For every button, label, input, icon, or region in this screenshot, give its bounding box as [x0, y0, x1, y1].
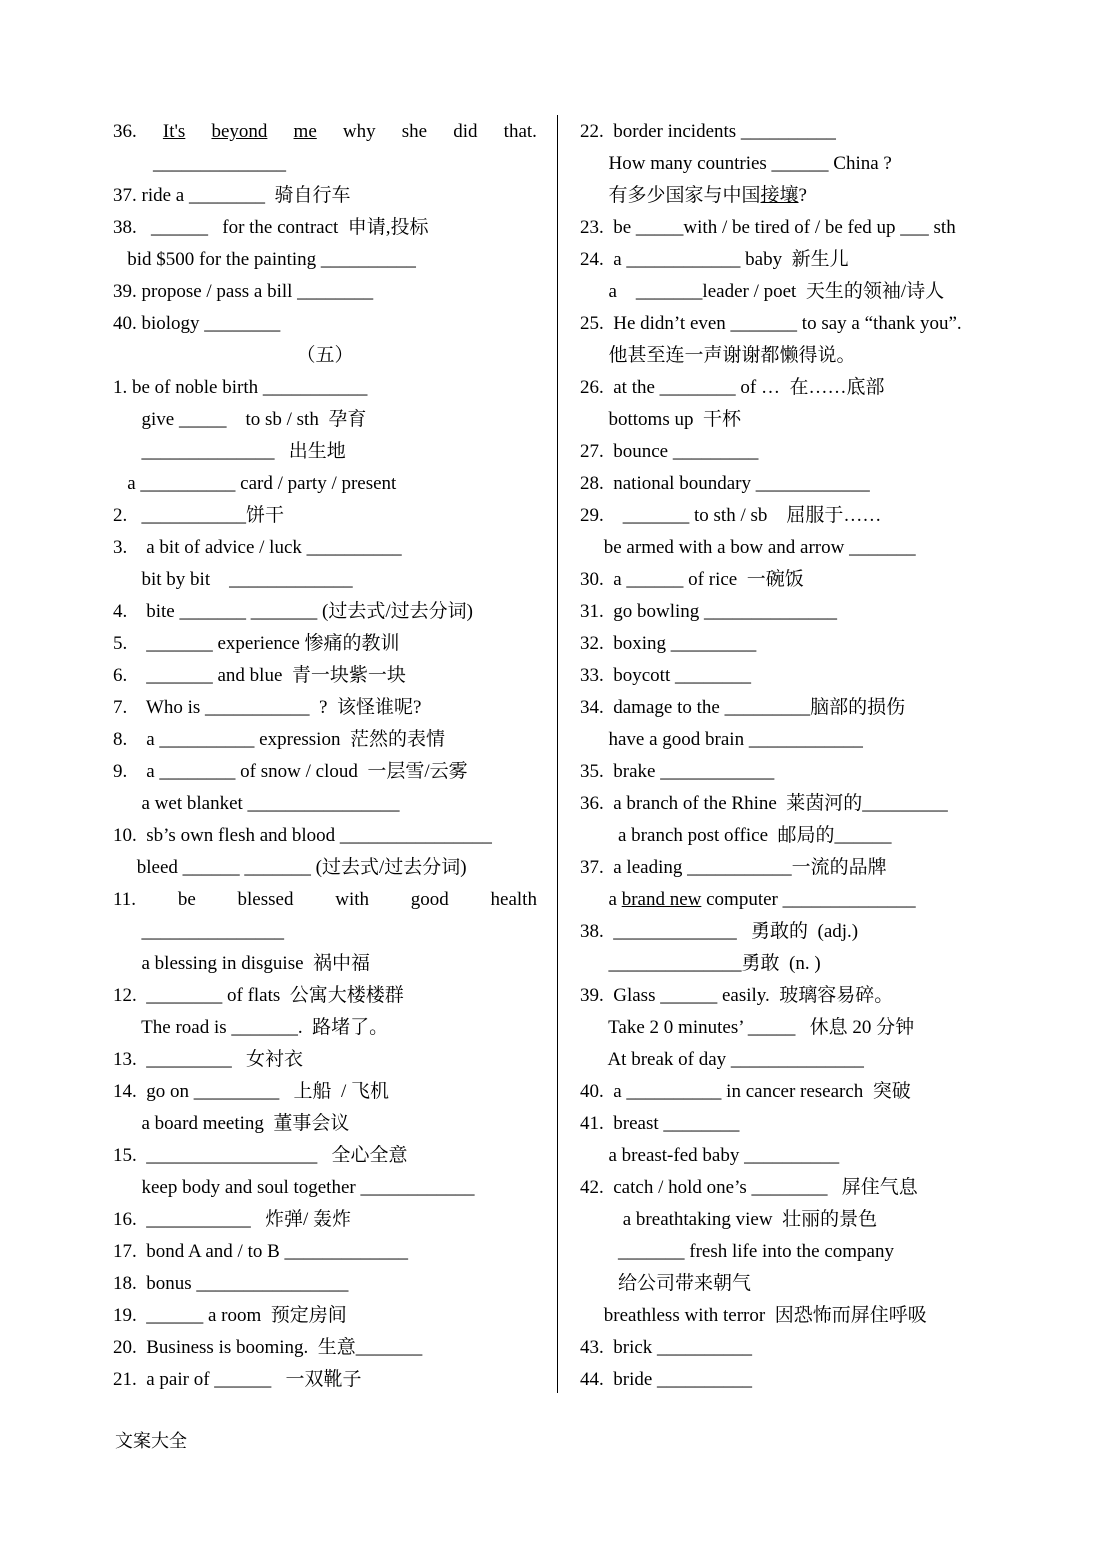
exercise-line: 34. damage to the _________脑部的损伤 [580, 697, 906, 718]
exercise-line: bottoms up 干杯 [580, 409, 741, 430]
item-number: 36. [113, 121, 137, 142]
exercise-line: 30. a ______ of rice 一碗饭 [580, 569, 804, 590]
exercise-line: 2. ___________饼干 [113, 505, 285, 526]
exercise-line: keep body and soul together ____________ [113, 1177, 475, 1198]
exercise-line: 22. border incidents __________ [580, 121, 836, 142]
exercise-line: 36. a branch of the Rhine 莱茵河的_________ [580, 793, 948, 814]
exercise-line: bit by bit _____________ [113, 569, 353, 590]
exercise-line: 37. a leading ___________一流的品牌 [580, 857, 887, 878]
exercise-line: 27. bounce _________ [580, 441, 759, 462]
exercise-line: 23. be _____with / be tired of / be fed up ___ sth [580, 217, 956, 238]
exercise-line: 给公司带来朝气 [580, 1273, 752, 1294]
exercise-line: 24. a ____________ baby 新生儿 [580, 249, 849, 270]
underlined-word: me [293, 121, 317, 142]
exercise-line: 14. go on _________ 上船 / 飞机 [113, 1081, 390, 1102]
exercise-line: breathless with terror 因恐怖而屏住呼吸 [580, 1305, 927, 1326]
exercise-line: How many countries ______ China ? [580, 153, 892, 174]
exercise-line [580, 180, 1010, 212]
text-segment: a [580, 889, 622, 910]
word: blessed [237, 889, 294, 910]
exercise-line: 7. Who is ___________ ? 该怪谁呢? [113, 697, 422, 718]
exercise-line: 35. brake ____________ [580, 761, 775, 782]
exercise-line: 29. _______ to sth / sb 屈服于…… [580, 505, 882, 526]
word: be [177, 889, 196, 910]
left-column [113, 116, 537, 1396]
exercise-line: give _____ to sb / sth 孕育 [113, 409, 367, 430]
column-divider [557, 115, 558, 1393]
exercise-line: _______ fresh life into the company [580, 1241, 894, 1262]
underlined-word: It's [162, 121, 186, 142]
exercise-line: 12. ________ of flats 公寓大楼楼群 [113, 985, 404, 1006]
text-segment: computer ______________ [701, 889, 916, 910]
exercise-line: a board meeting 董事会议 [113, 1113, 350, 1134]
exercise-line: 39. Glass ______ easily. 玻璃容易碎。 [580, 985, 894, 1006]
exercise-line: 40. a __________ in cancer research 突破 [580, 1081, 911, 1102]
word: good [410, 889, 449, 910]
exercise-line: 44. bride __________ [580, 1369, 753, 1390]
word: why [342, 121, 376, 142]
exercise-line: 21. a pair of ______ 一双靴子 [113, 1369, 362, 1390]
exercise-line: 3. a bit of advice / luck __________ [113, 537, 402, 558]
exercise-line: 39. propose / pass a bill ________ [113, 281, 374, 302]
exercise-line [580, 884, 1010, 916]
exercise-line: 13. _________ 女衬衣 [113, 1049, 304, 1070]
exercise-line: a branch post office 邮局的______ [580, 825, 892, 846]
exercise-line-11 [113, 884, 537, 916]
exercise-line: 1. be of noble birth ___________ [113, 377, 368, 398]
exercise-line: At break of day ______________ [580, 1049, 864, 1070]
exercise-line: Take 2 0 minutes’ _____ 休息 20 分钟 [580, 1017, 915, 1038]
answer-blank: _______________ [113, 921, 284, 942]
exercise-line: 37. ride a ________ 骑自行车 [113, 185, 351, 206]
item-number: 11. [113, 889, 137, 910]
exercise-line: 18. bonus ________________ [113, 1273, 349, 1294]
exercise-line: 9. a ________ of snow / cloud 一层雪/云雾 [113, 761, 468, 782]
exercise-line: a wet blanket ________________ [113, 793, 400, 814]
exercise-line: 38. ______ for the contract 申请,投标 [113, 217, 429, 238]
section-heading: （五） [296, 345, 354, 366]
exercise-line: 33. boycott ________ [580, 665, 751, 686]
answer-blank: ______________ [153, 153, 286, 174]
word: health [490, 889, 537, 910]
exercise-line: a breathtaking view 壮丽的景色 [580, 1209, 878, 1230]
word: she [401, 121, 428, 142]
exercise-line-36 [113, 116, 537, 148]
exercise-line: 5. _______ experience 惨痛的教训 [113, 633, 400, 654]
right-column [580, 116, 1010, 1396]
exercise-line: have a good brain ____________ [580, 729, 863, 750]
exercise-line: 28. national boundary ____________ [580, 473, 870, 494]
underlined-word: beyond [211, 121, 268, 142]
exercise-line: 42. catch / hold one’s ________ 屏住气息 [580, 1177, 918, 1198]
text-segment: ? [798, 185, 807, 206]
exercise-line: be armed with a bow and arrow _______ [580, 537, 916, 558]
exercise-line: bleed ______ _______ (过去式/过去分词) [113, 857, 467, 878]
exercise-line: 10. sb’s own flesh and blood ________________ [113, 825, 492, 846]
exercise-line: 6. _______ and blue 青一块紫一块 [113, 665, 406, 686]
exercise-line: 16. ___________ 炸弹/ 轰炸 [113, 1209, 352, 1230]
exercise-line: 32. boxing _________ [580, 633, 757, 654]
exercise-line: ______________ 出生地 [113, 441, 346, 462]
exercise-line: 31. go bowling ______________ [580, 601, 838, 622]
exercise-line: 25. He didn’t even _______ to say a “thank you”. [580, 313, 962, 334]
underlined-word: 接壤 [760, 185, 799, 206]
exercise-line: 4. bite _______ _______ (过去式/过去分词) [113, 601, 473, 622]
exercise-line: 19. ______ a room 预定房间 [113, 1305, 347, 1326]
exercise-line: 43. brick __________ [580, 1337, 753, 1358]
word: did [453, 121, 478, 142]
exercise-line: 38. _____________ 勇敢的 (adj.) [580, 921, 859, 942]
exercise-line: 8. a __________ expression 茫然的表情 [113, 729, 445, 750]
underlined-word: brand new [621, 889, 702, 910]
word: that. [503, 121, 537, 142]
exercise-line: The road is _______. 路堵了。 [113, 1017, 389, 1038]
exercise-line: 41. breast ________ [580, 1113, 740, 1134]
exercise-line: bid $500 for the painting __________ [113, 249, 416, 270]
exercise-line: 他甚至连一声谢谢都懒得说。 [580, 345, 856, 366]
exercise-line: a breast-fed baby __________ [580, 1145, 840, 1166]
exercise-line: a blessing in disguise 祸中福 [113, 953, 371, 974]
exercise-line: a _______leader / poet 天生的领袖/诗人 [580, 281, 945, 302]
exercise-line: 15. __________________ 全心全意 [113, 1145, 408, 1166]
exercise-line: 40. biology ________ [113, 313, 281, 334]
exercise-line: 20. Business is booming. 生意_______ [113, 1337, 423, 1358]
exercise-line: a __________ card / party / present [113, 473, 397, 494]
text-segment: 有多少国家与中国 [580, 185, 761, 206]
exercise-line: 26. at the ________ of … 在……底部 [580, 377, 885, 398]
exercise-line: 17. bond A and / to B _____________ [113, 1241, 409, 1262]
word: with [335, 889, 369, 910]
exercise-line: ______________勇敢 (n. ) [580, 953, 821, 974]
page-footer: 文案大全 [115, 1431, 187, 1452]
